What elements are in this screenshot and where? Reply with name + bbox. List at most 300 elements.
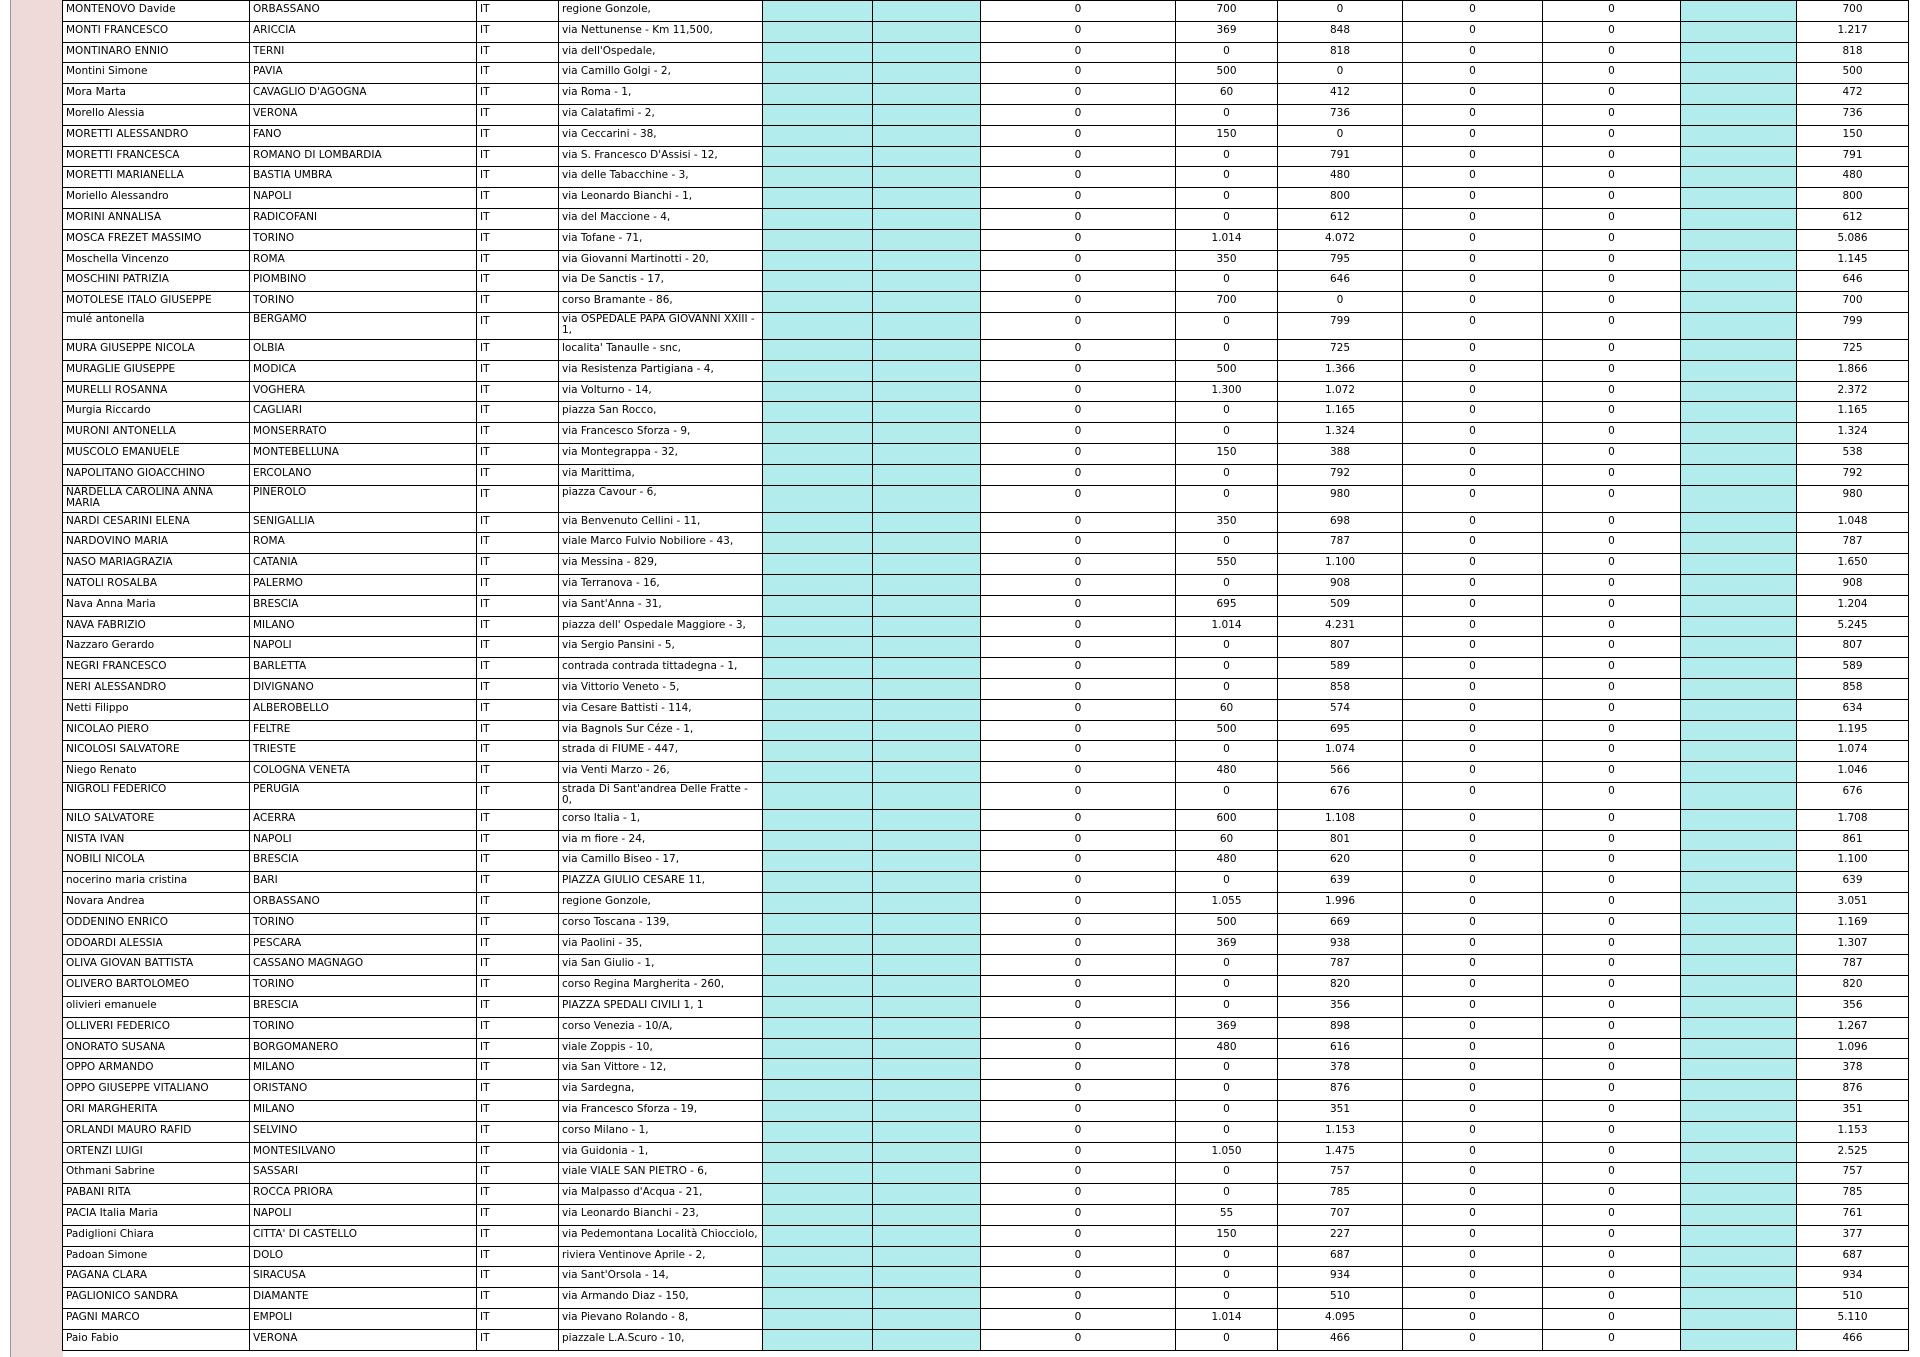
cell-highlight-b xyxy=(873,1225,981,1246)
cell-highlight-c xyxy=(1681,188,1797,209)
cell-amount-1: 0 xyxy=(981,1059,1176,1080)
cell-country: IT xyxy=(477,84,559,105)
cell-city: PINEROLO xyxy=(250,485,477,512)
cell-highlight-b xyxy=(873,762,981,783)
cell-address: corso Regina Margherita - 260, xyxy=(559,976,763,997)
cell-highlight-a xyxy=(763,250,873,271)
cell-highlight-a xyxy=(763,1329,873,1350)
cell-amount-5: 0 xyxy=(1543,533,1681,554)
table-row xyxy=(63,720,1909,741)
cell-country: IT xyxy=(477,1080,559,1101)
table-row xyxy=(63,1038,1909,1059)
cell-city: BASTIA UMBRA xyxy=(250,167,477,188)
cell-amount-3: 848 xyxy=(1278,21,1403,42)
table-row xyxy=(63,1101,1909,1122)
cell-total: 700 xyxy=(1797,1,1909,22)
cell-name: Netti Filippo xyxy=(63,699,250,720)
cell-address: viale Zoppis - 10, xyxy=(559,1038,763,1059)
cell-highlight-a xyxy=(763,1309,873,1330)
cell-highlight-b xyxy=(873,1246,981,1267)
cell-amount-1: 0 xyxy=(981,1288,1176,1309)
cell-highlight-b xyxy=(873,208,981,229)
cell-amount-5: 0 xyxy=(1543,125,1681,146)
cell-city: TORINO xyxy=(250,229,477,250)
cell-highlight-b xyxy=(873,1309,981,1330)
cell-highlight-b xyxy=(873,250,981,271)
cell-city: OLBIA xyxy=(250,339,477,360)
cell-amount-3: 466 xyxy=(1278,1329,1403,1350)
cell-city: VERONA xyxy=(250,1329,477,1350)
table-row xyxy=(63,1142,1909,1163)
cell-amount-3: 574 xyxy=(1278,699,1403,720)
cell-highlight-c xyxy=(1681,741,1797,762)
cell-amount-2: 1.014 xyxy=(1176,616,1278,637)
cell-amount-3: 1.475 xyxy=(1278,1142,1403,1163)
cell-amount-1: 0 xyxy=(981,443,1176,464)
cell-amount-1: 0 xyxy=(981,658,1176,679)
cell-city: ORBASSANO xyxy=(250,1,477,22)
cell-amount-5: 0 xyxy=(1543,381,1681,402)
cell-name: NAVA FABRIZIO xyxy=(63,616,250,637)
cell-name: PAGANA CLARA xyxy=(63,1267,250,1288)
cell-amount-2: 1.050 xyxy=(1176,1142,1278,1163)
cell-amount-3: 4.095 xyxy=(1278,1309,1403,1330)
cell-amount-3: 612 xyxy=(1278,208,1403,229)
cell-city: BRESCIA xyxy=(250,595,477,616)
cell-amount-2: 0 xyxy=(1176,339,1278,360)
cell-amount-2: 60 xyxy=(1176,699,1278,720)
cell-amount-5: 0 xyxy=(1543,21,1681,42)
cell-city: TORINO xyxy=(250,292,477,313)
cell-amount-3: 801 xyxy=(1278,830,1403,851)
cell-amount-1: 0 xyxy=(981,381,1176,402)
cell-amount-2: 500 xyxy=(1176,360,1278,381)
cell-name: NARDI CESARINI ELENA xyxy=(63,512,250,533)
cell-highlight-a xyxy=(763,637,873,658)
cell-amount-2: 0 xyxy=(1176,42,1278,63)
cell-highlight-b xyxy=(873,720,981,741)
cell-name: Montini Simone xyxy=(63,63,250,84)
cell-highlight-b xyxy=(873,554,981,575)
cell-total: 934 xyxy=(1797,1267,1909,1288)
table-row xyxy=(63,188,1909,209)
cell-amount-3: 707 xyxy=(1278,1205,1403,1226)
cell-address: via Sant'Orsola - 14, xyxy=(559,1267,763,1288)
cell-amount-4: 0 xyxy=(1403,782,1543,809)
cell-amount-3: 1.072 xyxy=(1278,381,1403,402)
cell-name: Moschella Vincenzo xyxy=(63,250,250,271)
cell-amount-5: 0 xyxy=(1543,1080,1681,1101)
cell-highlight-a xyxy=(763,872,873,893)
cell-amount-3: 820 xyxy=(1278,976,1403,997)
cell-highlight-b xyxy=(873,42,981,63)
cell-address: via Cesare Battisti - 114, xyxy=(559,699,763,720)
cell-amount-5: 0 xyxy=(1543,485,1681,512)
table-row xyxy=(63,830,1909,851)
cell-country: IT xyxy=(477,312,559,339)
cell-country: IT xyxy=(477,1225,559,1246)
cell-amount-3: 356 xyxy=(1278,997,1403,1018)
table-row xyxy=(63,250,1909,271)
cell-highlight-b xyxy=(873,1267,981,1288)
cell-name: PAGLIONICO SANDRA xyxy=(63,1288,250,1309)
cell-amount-4: 0 xyxy=(1403,1329,1543,1350)
cell-highlight-b xyxy=(873,1142,981,1163)
cell-highlight-c xyxy=(1681,1288,1797,1309)
cell-amount-3: 938 xyxy=(1278,934,1403,955)
cell-amount-2: 0 xyxy=(1176,976,1278,997)
cell-highlight-a xyxy=(763,1225,873,1246)
cell-name: mulé antonella xyxy=(63,312,250,339)
cell-total: 3.051 xyxy=(1797,893,1909,914)
cell-amount-1: 0 xyxy=(981,312,1176,339)
cell-country: IT xyxy=(477,1205,559,1226)
cell-country: IT xyxy=(477,339,559,360)
cell-highlight-b xyxy=(873,1059,981,1080)
cell-amount-4: 0 xyxy=(1403,595,1543,616)
cell-amount-3: 807 xyxy=(1278,637,1403,658)
cell-amount-4: 0 xyxy=(1403,1184,1543,1205)
cell-highlight-c xyxy=(1681,125,1797,146)
cell-city: CAVAGLIO D'AGOGNA xyxy=(250,84,477,105)
cell-address: via Leonardo Bianchi - 1, xyxy=(559,188,763,209)
cell-highlight-b xyxy=(873,782,981,809)
cell-total: 1.324 xyxy=(1797,423,1909,444)
cell-highlight-b xyxy=(873,84,981,105)
cell-highlight-c xyxy=(1681,312,1797,339)
cell-amount-4: 0 xyxy=(1403,955,1543,976)
cell-amount-2: 550 xyxy=(1176,554,1278,575)
cell-city: EMPOLI xyxy=(250,1309,477,1330)
cell-highlight-c xyxy=(1681,250,1797,271)
cell-name: olivieri emanuele xyxy=(63,997,250,1018)
cell-country: IT xyxy=(477,1288,559,1309)
cell-address: via Sardegna, xyxy=(559,1080,763,1101)
cell-amount-5: 0 xyxy=(1543,830,1681,851)
cell-name: ODDENINO ENRICO xyxy=(63,913,250,934)
table-row xyxy=(63,1,1909,22)
cell-amount-5: 0 xyxy=(1543,229,1681,250)
cell-highlight-c xyxy=(1681,167,1797,188)
cell-address: via delle Tabacchine - 3, xyxy=(559,167,763,188)
cell-highlight-a xyxy=(763,533,873,554)
cell-amount-3: 787 xyxy=(1278,533,1403,554)
cell-country: IT xyxy=(477,271,559,292)
cell-total: 1.074 xyxy=(1797,741,1909,762)
cell-highlight-c xyxy=(1681,1142,1797,1163)
cell-amount-2: 369 xyxy=(1176,1017,1278,1038)
cell-highlight-c xyxy=(1681,913,1797,934)
table-row xyxy=(63,595,1909,616)
cell-amount-5: 0 xyxy=(1543,934,1681,955)
cell-amount-4: 0 xyxy=(1403,1,1543,22)
cell-highlight-a xyxy=(763,381,873,402)
cell-country: IT xyxy=(477,423,559,444)
cell-highlight-a xyxy=(763,312,873,339)
cell-name: NOBILI NICOLA xyxy=(63,851,250,872)
cell-amount-3: 388 xyxy=(1278,443,1403,464)
cell-amount-3: 858 xyxy=(1278,678,1403,699)
cell-name: NICOLAO PIERO xyxy=(63,720,250,741)
cell-highlight-c xyxy=(1681,402,1797,423)
cell-amount-5: 0 xyxy=(1543,554,1681,575)
cell-amount-1: 0 xyxy=(981,250,1176,271)
cell-total: 787 xyxy=(1797,955,1909,976)
cell-amount-2: 0 xyxy=(1176,741,1278,762)
cell-highlight-a xyxy=(763,1288,873,1309)
cell-total: 510 xyxy=(1797,1288,1909,1309)
cell-amount-2: 0 xyxy=(1176,1267,1278,1288)
cell-amount-4: 0 xyxy=(1403,339,1543,360)
cell-total: 1.204 xyxy=(1797,595,1909,616)
cell-amount-1: 0 xyxy=(981,1142,1176,1163)
cell-amount-5: 0 xyxy=(1543,63,1681,84)
table-row xyxy=(63,893,1909,914)
cell-amount-5: 0 xyxy=(1543,146,1681,167)
cell-amount-4: 0 xyxy=(1403,312,1543,339)
cell-address: via Pievano Rolando - 8, xyxy=(559,1309,763,1330)
cell-name: PAGNI MARCO xyxy=(63,1309,250,1330)
cell-amount-2: 0 xyxy=(1176,1288,1278,1309)
cell-amount-2: 700 xyxy=(1176,292,1278,313)
cell-highlight-a xyxy=(763,574,873,595)
table-row xyxy=(63,1309,1909,1330)
cell-highlight-b xyxy=(873,1184,981,1205)
cell-amount-3: 1.100 xyxy=(1278,554,1403,575)
cell-amount-4: 0 xyxy=(1403,63,1543,84)
cell-city: BORGOMANERO xyxy=(250,1038,477,1059)
table-row xyxy=(63,21,1909,42)
cell-amount-5: 0 xyxy=(1543,1017,1681,1038)
table-row xyxy=(63,512,1909,533)
cell-total: 785 xyxy=(1797,1184,1909,1205)
cell-amount-1: 0 xyxy=(981,1017,1176,1038)
cell-total: 1.048 xyxy=(1797,512,1909,533)
cell-amount-1: 0 xyxy=(981,533,1176,554)
cell-country: IT xyxy=(477,360,559,381)
cell-highlight-c xyxy=(1681,574,1797,595)
cell-amount-1: 0 xyxy=(981,699,1176,720)
cell-highlight-b xyxy=(873,893,981,914)
cell-highlight-a xyxy=(763,1267,873,1288)
cell-amount-2: 350 xyxy=(1176,250,1278,271)
cell-country: IT xyxy=(477,762,559,783)
cell-city: CATANIA xyxy=(250,554,477,575)
cell-highlight-a xyxy=(763,595,873,616)
cell-total: 787 xyxy=(1797,533,1909,554)
cell-highlight-b xyxy=(873,292,981,313)
cell-amount-2: 0 xyxy=(1176,533,1278,554)
cell-amount-4: 0 xyxy=(1403,512,1543,533)
cell-name: MURELLI ROSANNA xyxy=(63,381,250,402)
cell-name: MORETTI MARIANELLA xyxy=(63,167,250,188)
cell-name: Padoan Simone xyxy=(63,1246,250,1267)
cell-city: DIAMANTE xyxy=(250,1288,477,1309)
cell-amount-2: 0 xyxy=(1176,658,1278,679)
cell-amount-1: 0 xyxy=(981,741,1176,762)
cell-country: IT xyxy=(477,955,559,976)
cell-name: PABANI RITA xyxy=(63,1184,250,1205)
cell-amount-3: 4.072 xyxy=(1278,229,1403,250)
cell-amount-4: 0 xyxy=(1403,250,1543,271)
cell-amount-3: 898 xyxy=(1278,1017,1403,1038)
cell-city: FELTRE xyxy=(250,720,477,741)
cell-amount-1: 0 xyxy=(981,595,1176,616)
cell-amount-2: 0 xyxy=(1176,485,1278,512)
cell-city: BERGAMO xyxy=(250,312,477,339)
table-row xyxy=(63,1246,1909,1267)
cell-country: IT xyxy=(477,1163,559,1184)
cell-amount-3: 934 xyxy=(1278,1267,1403,1288)
cell-amount-5: 0 xyxy=(1543,720,1681,741)
cell-total: 500 xyxy=(1797,63,1909,84)
cell-highlight-b xyxy=(873,104,981,125)
cell-amount-3: 378 xyxy=(1278,1059,1403,1080)
cell-amount-1: 0 xyxy=(981,104,1176,125)
cell-amount-5: 0 xyxy=(1543,104,1681,125)
cell-amount-2: 0 xyxy=(1176,1329,1278,1350)
cell-address: via Armando Diaz - 150, xyxy=(559,1288,763,1309)
cell-country: IT xyxy=(477,913,559,934)
cell-highlight-a xyxy=(763,271,873,292)
cell-amount-4: 0 xyxy=(1403,443,1543,464)
cell-amount-5: 0 xyxy=(1543,443,1681,464)
cell-city: TORINO xyxy=(250,913,477,934)
cell-highlight-c xyxy=(1681,1017,1797,1038)
cell-amount-4: 0 xyxy=(1403,188,1543,209)
table-row xyxy=(63,229,1909,250)
cell-highlight-b xyxy=(873,188,981,209)
cell-highlight-c xyxy=(1681,443,1797,464)
cell-amount-3: 566 xyxy=(1278,762,1403,783)
cell-amount-4: 0 xyxy=(1403,1288,1543,1309)
table-row xyxy=(63,63,1909,84)
cell-amount-2: 150 xyxy=(1176,1225,1278,1246)
cell-country: IT xyxy=(477,167,559,188)
cell-amount-4: 0 xyxy=(1403,1017,1543,1038)
cell-address: via Nettunense - Km 11,500, xyxy=(559,21,763,42)
cell-city: FANO xyxy=(250,125,477,146)
cell-amount-4: 0 xyxy=(1403,809,1543,830)
cell-highlight-b xyxy=(873,1121,981,1142)
cell-amount-1: 0 xyxy=(981,1205,1176,1226)
cell-name: OLIVERO BARTOLOMEO xyxy=(63,976,250,997)
cell-highlight-a xyxy=(763,292,873,313)
cell-total: 378 xyxy=(1797,1059,1909,1080)
cell-name: Novara Andrea xyxy=(63,893,250,914)
cell-name: MURONI ANTONELLA xyxy=(63,423,250,444)
cell-highlight-c xyxy=(1681,104,1797,125)
cell-amount-3: 0 xyxy=(1278,292,1403,313)
cell-amount-2: 150 xyxy=(1176,125,1278,146)
cell-amount-4: 0 xyxy=(1403,616,1543,637)
cell-highlight-a xyxy=(763,699,873,720)
cell-highlight-a xyxy=(763,1246,873,1267)
cell-total: 1.169 xyxy=(1797,913,1909,934)
cell-city: MONTESILVANO xyxy=(250,1142,477,1163)
cell-highlight-c xyxy=(1681,955,1797,976)
cell-highlight-c xyxy=(1681,146,1797,167)
table-row xyxy=(63,1121,1909,1142)
cell-total: 725 xyxy=(1797,339,1909,360)
cell-city: CASSANO MAGNAGO xyxy=(250,955,477,976)
cell-total: 861 xyxy=(1797,830,1909,851)
cell-highlight-a xyxy=(763,1017,873,1038)
cell-amount-3: 669 xyxy=(1278,913,1403,934)
cell-amount-1: 0 xyxy=(981,360,1176,381)
cell-amount-1: 0 xyxy=(981,271,1176,292)
table-row xyxy=(63,1288,1909,1309)
cell-amount-3: 620 xyxy=(1278,851,1403,872)
cell-address: riviera Ventinove Aprile - 2, xyxy=(559,1246,763,1267)
cell-highlight-a xyxy=(763,1,873,22)
cell-amount-2: 1.014 xyxy=(1176,1309,1278,1330)
cell-amount-4: 0 xyxy=(1403,464,1543,485)
cell-highlight-c xyxy=(1681,292,1797,313)
cell-highlight-a xyxy=(763,229,873,250)
cell-amount-2: 0 xyxy=(1176,104,1278,125)
cell-amount-3: 351 xyxy=(1278,1101,1403,1122)
cell-address: via Leonardo Bianchi - 23, xyxy=(559,1205,763,1226)
cell-address: via OSPEDALE PAPA GIOVANNI XXIII - 1, xyxy=(559,312,763,339)
cell-city: TORINO xyxy=(250,976,477,997)
cell-amount-1: 0 xyxy=(981,512,1176,533)
cell-highlight-c xyxy=(1681,1121,1797,1142)
cell-total: 1.165 xyxy=(1797,402,1909,423)
cell-city: VOGHERA xyxy=(250,381,477,402)
cell-amount-5: 0 xyxy=(1543,42,1681,63)
cell-highlight-c xyxy=(1681,21,1797,42)
cell-highlight-c xyxy=(1681,1329,1797,1350)
cell-total: 1.217 xyxy=(1797,21,1909,42)
cell-highlight-c xyxy=(1681,1246,1797,1267)
cell-amount-3: 639 xyxy=(1278,872,1403,893)
cell-highlight-a xyxy=(763,1163,873,1184)
cell-amount-5: 0 xyxy=(1543,464,1681,485)
cell-amount-4: 0 xyxy=(1403,741,1543,762)
cell-highlight-b xyxy=(873,851,981,872)
cell-total: 980 xyxy=(1797,485,1909,512)
cell-amount-1: 0 xyxy=(981,1,1176,22)
table-row xyxy=(63,402,1909,423)
cell-highlight-a xyxy=(763,188,873,209)
cell-amount-1: 0 xyxy=(981,1101,1176,1122)
cell-address: via m fiore - 24, xyxy=(559,830,763,851)
cell-highlight-a xyxy=(763,741,873,762)
cell-amount-3: 616 xyxy=(1278,1038,1403,1059)
cell-amount-4: 0 xyxy=(1403,678,1543,699)
cell-city: ROMA xyxy=(250,533,477,554)
cell-country: IT xyxy=(477,741,559,762)
cell-amount-5: 0 xyxy=(1543,762,1681,783)
cell-highlight-c xyxy=(1681,872,1797,893)
cell-highlight-a xyxy=(763,339,873,360)
cell-total: 646 xyxy=(1797,271,1909,292)
cell-country: IT xyxy=(477,1,559,22)
cell-total: 687 xyxy=(1797,1246,1909,1267)
cell-address: via Malpasso d'Acqua - 21, xyxy=(559,1184,763,1205)
cell-city: MONTEBELLUNA xyxy=(250,443,477,464)
cell-amount-4: 0 xyxy=(1403,913,1543,934)
cell-highlight-b xyxy=(873,125,981,146)
cell-amount-4: 0 xyxy=(1403,893,1543,914)
table-row xyxy=(63,443,1909,464)
cell-total: 676 xyxy=(1797,782,1909,809)
cell-highlight-c xyxy=(1681,1163,1797,1184)
cell-amount-4: 0 xyxy=(1403,934,1543,955)
cell-highlight-a xyxy=(763,554,873,575)
cell-highlight-a xyxy=(763,208,873,229)
